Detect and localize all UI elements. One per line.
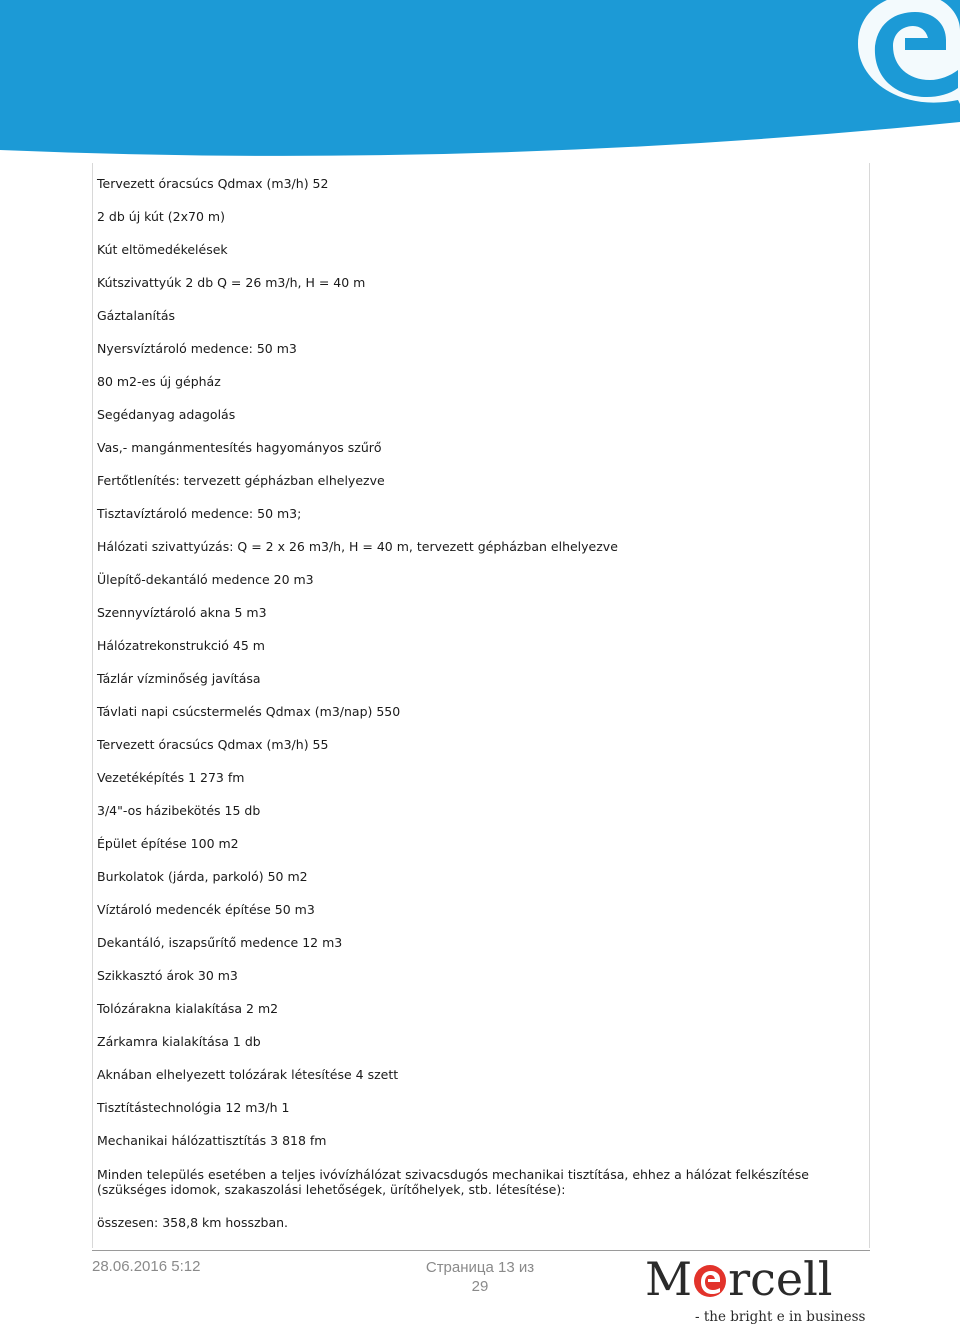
company-logo xyxy=(645,1254,870,1326)
text-line: Kútszivattyúk 2 db Q = 26 m3/h, H = 40 m xyxy=(97,275,366,290)
logo-letter-m: M xyxy=(645,1252,693,1306)
text-line: Hálózatrekonstrukció 45 m xyxy=(97,638,265,653)
summary-text: összesen: 358,8 km hosszban. xyxy=(97,1215,289,1230)
text-line: Zárkamra kialakítása 1 db xyxy=(97,1034,261,1049)
footer-divider xyxy=(92,1250,870,1251)
bright-e-icon xyxy=(692,1254,728,1304)
text-line: Burkolatok (járda, parkoló) 50 m2 xyxy=(97,869,308,884)
logo-letters-rcell: rcell xyxy=(728,1252,833,1306)
text-line: Szikkasztó árok 30 m3 xyxy=(97,968,238,983)
text-line: Aknában elhelyezett tolózárak létesítése 4 szett xyxy=(97,1067,399,1082)
page-total: 29 xyxy=(471,1278,489,1295)
paragraph-text: Minden település esetében a teljes ivóvízhálózat szivacsdugós mechanikai tisztítása, ehhez a hálózat felkészítése (szükséges idomok, szakaszolási lehetőségek, ürítőhelyek, stb. létesítése): xyxy=(97,1167,809,1197)
text-line: Tázlár vízminőség javítása xyxy=(97,671,261,686)
header-banner xyxy=(0,0,960,160)
text-line: Nyersvíztároló medence: 50 m3 xyxy=(97,341,297,356)
text-line: Hálózati szivattyúzás: Q = 2 x 26 m3/h, H = 40 m, tervezett gépházban elhelyezve xyxy=(97,539,618,554)
text-line: Tervezett óracsúcs Qdmax (m3/h) 55 xyxy=(97,737,329,752)
text-line: Vezetéképítés 1 273 fm xyxy=(97,770,245,785)
text-line: Tolózárakna kialakítása 2 m2 xyxy=(97,1001,279,1016)
text-line: Mechanikai hálózattisztítás 3 818 fm xyxy=(97,1133,327,1148)
text-line: Épület építése 100 m2 xyxy=(97,836,239,851)
footer-page-number xyxy=(405,1258,555,1296)
text-line: Dekantáló, iszapsűrítő medence 12 m3 xyxy=(97,935,343,950)
text-line: Fertőtlenítés: tervezett gépházban elhelyezve xyxy=(97,473,385,488)
logo-tagline: - the bright e in business xyxy=(695,1309,866,1325)
text-line: Tisztavíztároló medence: 50 m3; xyxy=(97,506,302,521)
text-line: Szennyvíztároló akna 5 m3 xyxy=(97,605,267,620)
text-line: Tisztítástechnológia 12 m3/h 1 xyxy=(97,1100,290,1115)
text-line: Távlati napi csúcstermelés Qdmax (m3/nap) 550 xyxy=(97,704,401,719)
text-line: 80 m2-es új gépház xyxy=(97,374,221,389)
text-line: Gáztalanítás xyxy=(97,308,176,323)
logo-wordmark xyxy=(645,1254,833,1304)
banner-graphic xyxy=(0,0,960,160)
text-line: Vas,- mangánmentesítés hagyományos szűrő xyxy=(97,440,382,455)
text-line: Ülepítő-dekantáló medence 20 m3 xyxy=(97,572,314,587)
text-line: Segédanyag adagolás xyxy=(97,407,236,422)
text-line: 3/4"-os házibekötés 15 db xyxy=(97,803,261,818)
footer-date: 28.06.2016 5:12 xyxy=(92,1258,201,1275)
text-line: Kút eltömedékelések xyxy=(97,242,228,257)
page-label: Страница 13 из xyxy=(425,1259,535,1276)
text-line: Víztároló medencék építése 50 m3 xyxy=(97,902,315,917)
text-line: Tervezett óracsúcs Qdmax (m3/h) 52 xyxy=(97,176,329,191)
text-line: 2 db új kút (2x70 m) xyxy=(97,209,225,224)
